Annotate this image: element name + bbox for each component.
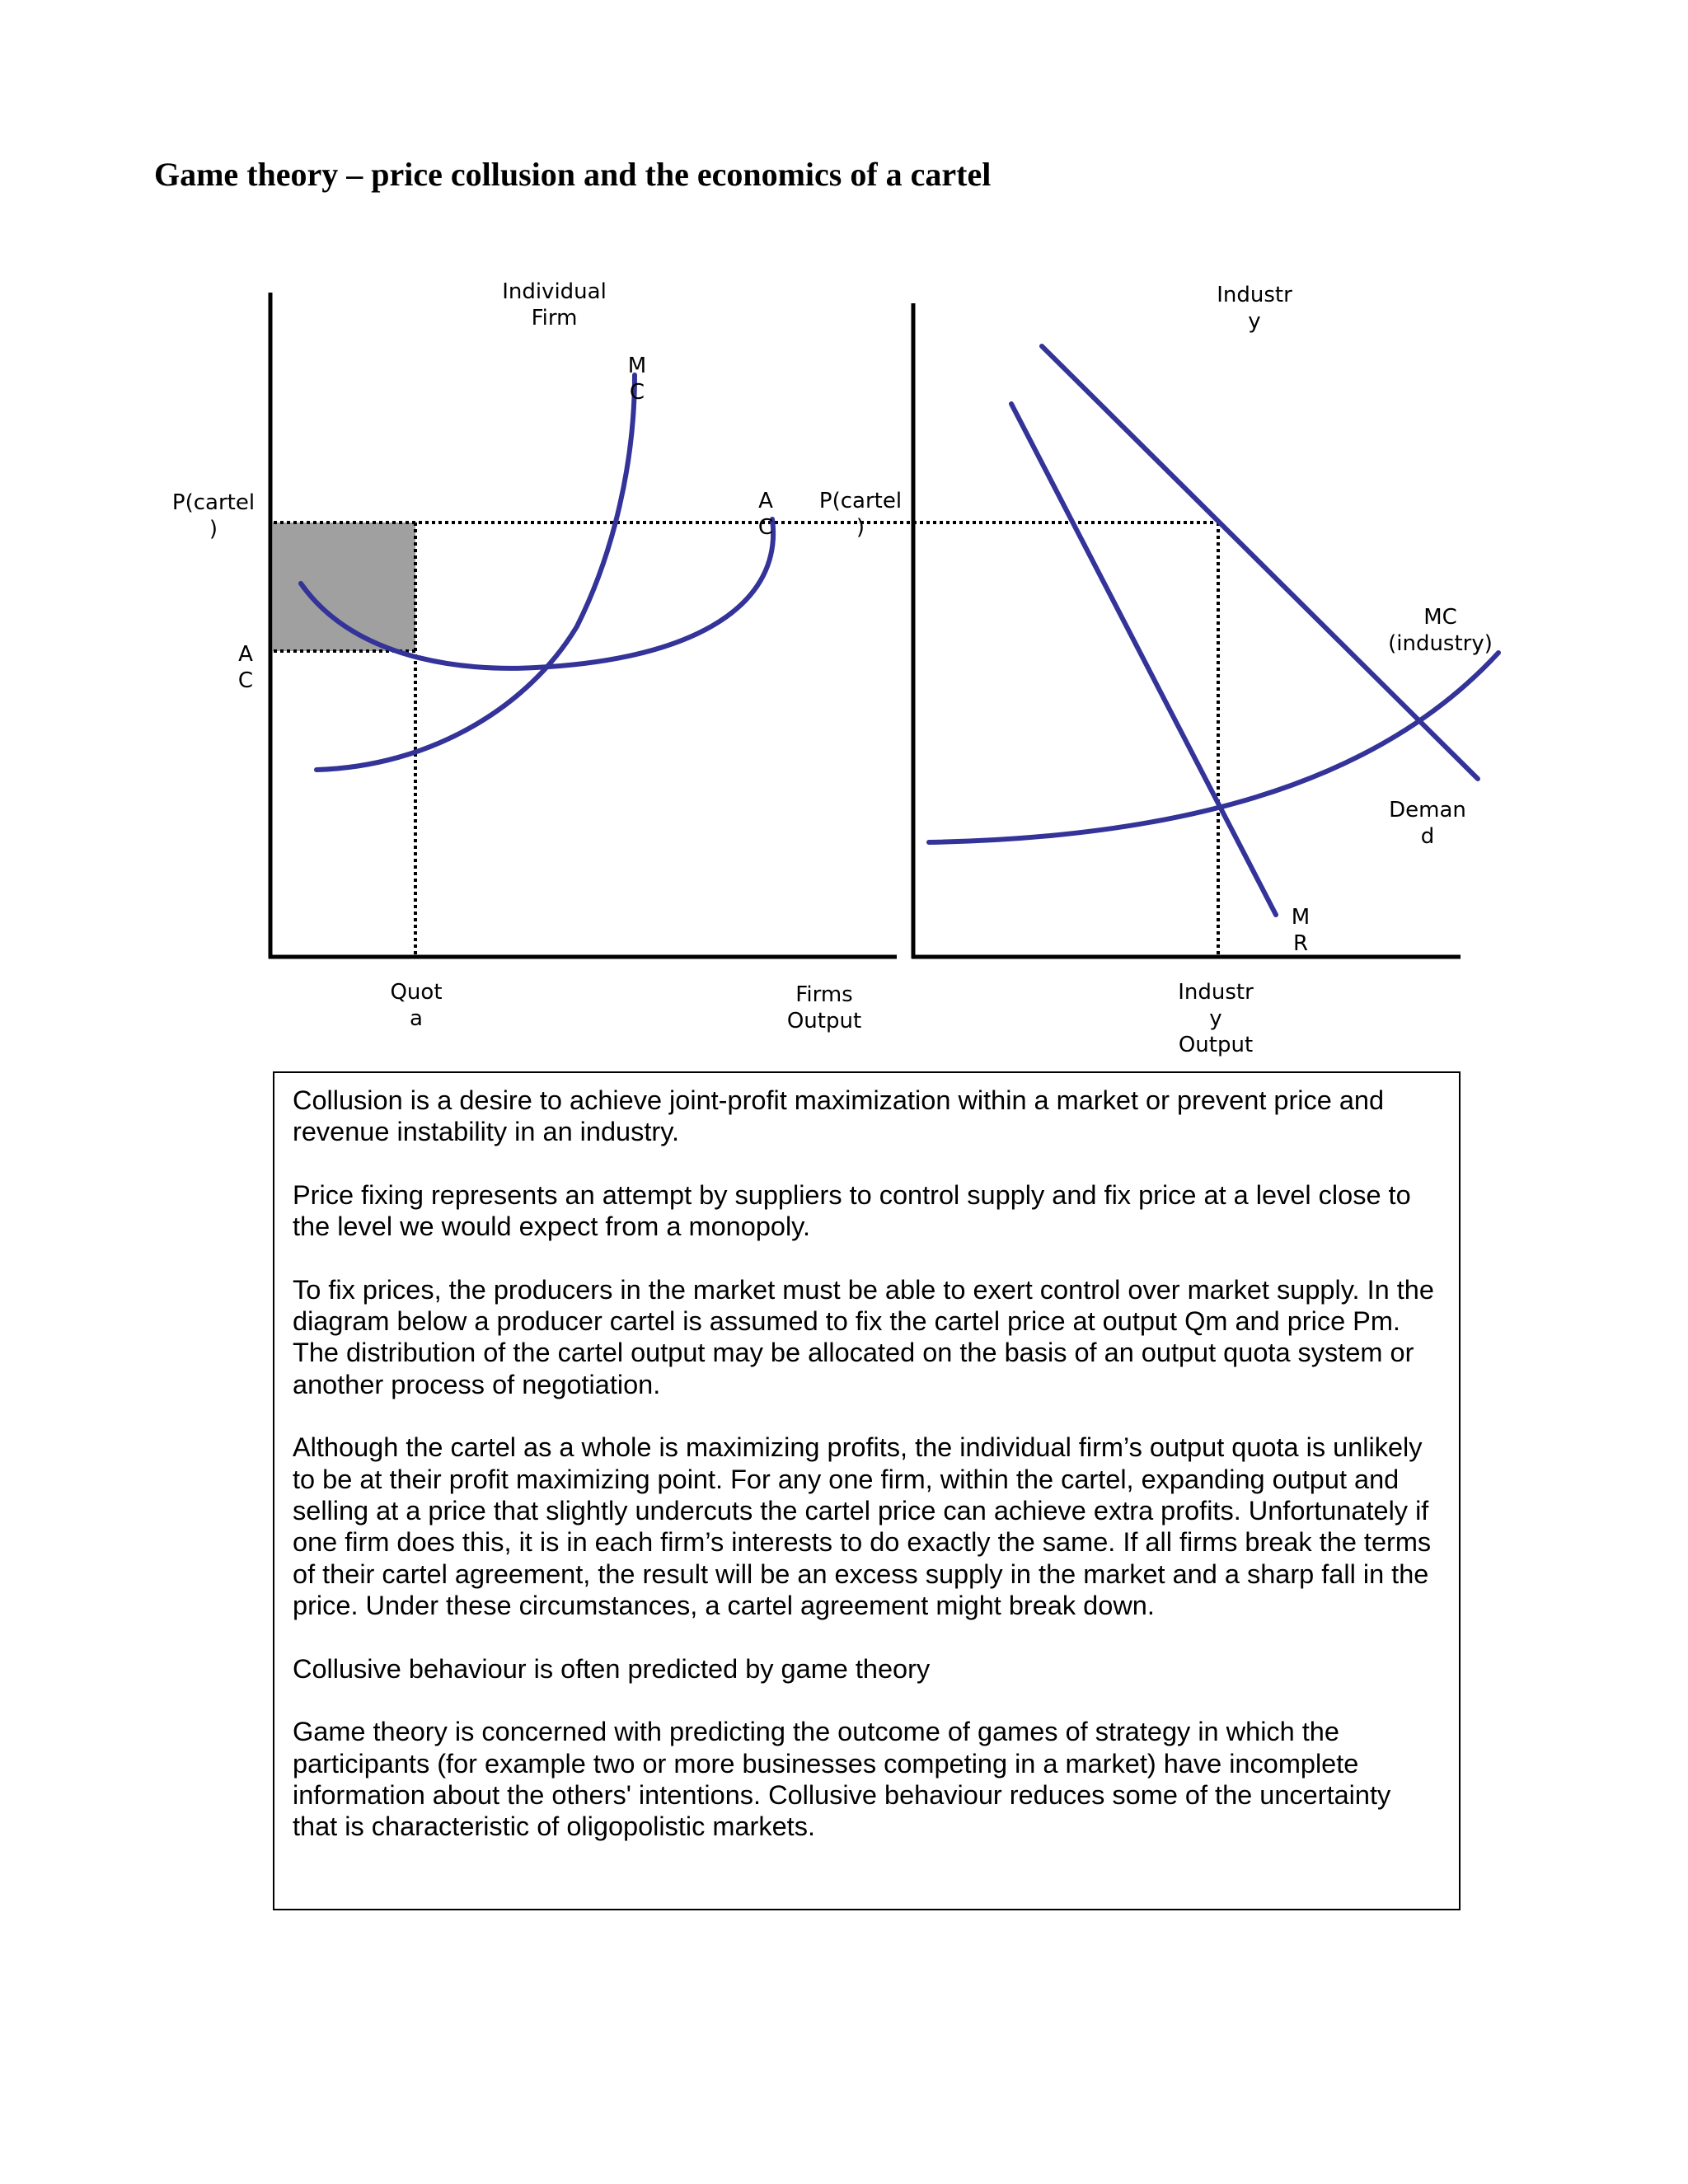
ac-curve-label: A C: [757, 489, 774, 540]
individual-firm-label: Individual Firm: [502, 279, 607, 330]
firms-output-label: Firms Output: [786, 982, 862, 1033]
p-cartel-left-label: P(cartel ): [171, 490, 256, 541]
industry-title-label: Industr y: [1217, 283, 1292, 334]
quota-label: Quot a: [390, 980, 443, 1031]
axes: [269, 293, 1461, 958]
paragraph: Collusive behaviour is often predicted by game theory: [293, 1653, 931, 1684]
paragraph: To fix prices, the producers in the market must be able to exert control over market supply. In the diagram below a producer cartel is assumed to fix the cartel price at output Qm and price Pm. The distribution of the cartel output may be allocated on the basis of an output quota system or another process of negotiation.: [293, 1274, 1434, 1399]
paragraph: Collusion is a desire to achieve joint-profit maximization within a market or prevent price and revenue instability in an industry.: [293, 1085, 1385, 1147]
paragraph: Game theory is concerned with predicting the outcome of games of strategy in which the participants (for example two or more businesses competing in a market) have incomplete information about the others' intentions. Collusive behaviour reduces some of the uncertainty that is characteristic of oligopolistic markets.: [293, 1717, 1391, 1842]
mc-firm-label: M C: [627, 354, 647, 405]
paragraph: Price fixing represents an attempt by suppliers to control supply and fix price at a level close to the level we would expect from a monopoly.: [293, 1179, 1411, 1242]
curves: [301, 346, 1498, 915]
demand-curve: [1042, 346, 1478, 779]
page-title: Game theory – price collusion and the economics of a cartel: [154, 156, 992, 193]
mc-industry-label: MC (industry): [1388, 605, 1493, 656]
mr-curve: [1011, 404, 1276, 915]
paragraph: Although the cartel as a whole is maximizing profits, the individual firm’s output quota is unlikely to be at their profit maximizing point. For any one firm, within the cartel, expanding output and selling at a price that slightly undercuts the cartel price can achieve extra profits. Unfortunately if one firm does this, it is in each firm’s interests to do exactly the same. If all firms break the terms of their cartel agreement, the result will be an excess supply in the market and a sharp fall in the price. Under these circumstances, a cartel agreement might break down.: [293, 1432, 1432, 1621]
ac-axis-label: A C: [237, 642, 254, 693]
demand-label: Deman d: [1389, 798, 1466, 849]
industry-output-label: Industr y Output: [1178, 980, 1254, 1057]
mr-label: M R: [1291, 905, 1311, 956]
p-cartel-mid-label: P(cartel ): [818, 489, 903, 540]
profit-area: [273, 523, 415, 651]
explanation-box: [273, 1071, 1461, 1910]
